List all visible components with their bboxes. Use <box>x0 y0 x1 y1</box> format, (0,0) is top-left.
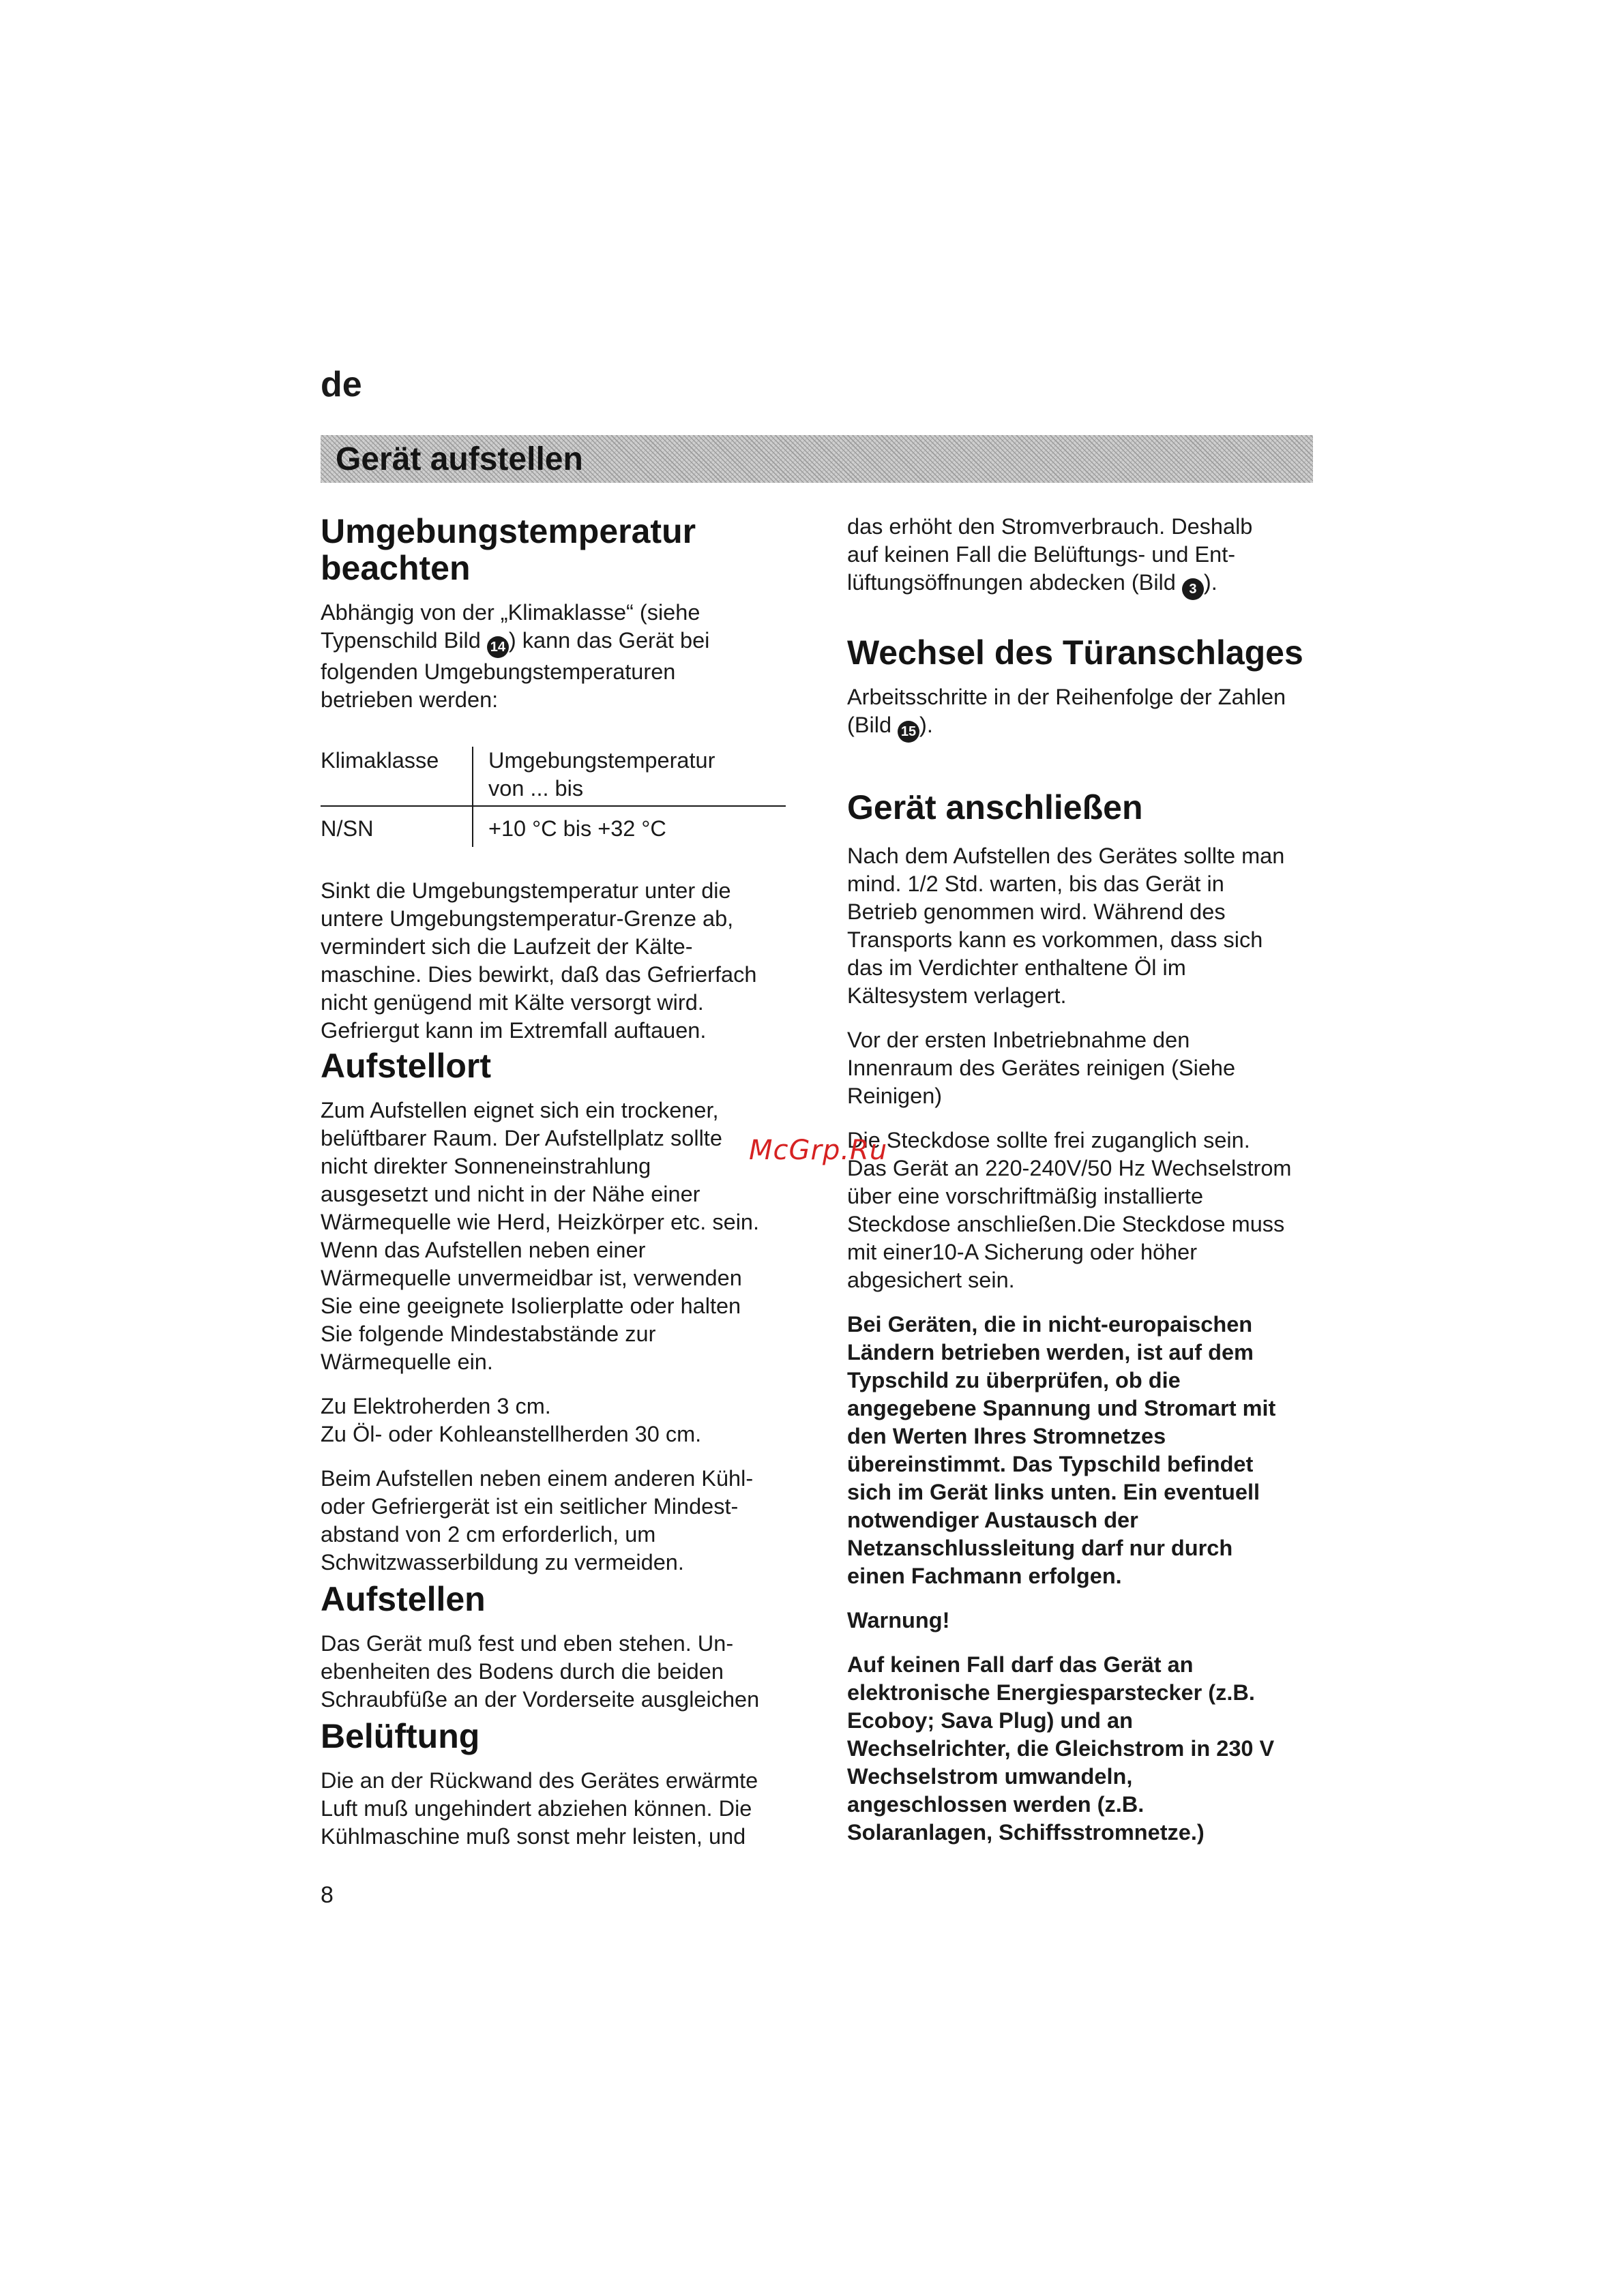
heading-tueranschlag: Wechsel des Türanschlages <box>847 633 1303 672</box>
paragraph-aufstellort: Zum Aufstellen eignet sich ein trockener, belüftbarer Raum. Der Aufstellplatz sollte nicht direkter Sonneneinstrahlung ausgesetzt und nicht in der Nähe einer Wärmequelle wie Herd, Heizkörper etc. sein. Wenn das Aufstellen neben einer Wärmequelle unvermeidbar ist, verwenden Sie eine geeignete Isolierplatte oder halten Sie folgende Mindestabstände zur Wärmequelle ein. <box>321 1098 760 1374</box>
table-cell: N/SN <box>321 816 374 841</box>
paragraph-umgebung-sinkt: Sinkt die Umgebungstemperatur unter die untere Umgebungstemperatur-Grenze ab, vermindert sich die Laufzeit der Kälte- maschine. Dies bewirkt, daß das Gefrierfach nicht genügend mit Kälte versorgt wird. Gefriergut kann im Extremfall auftauen. <box>321 878 757 1043</box>
heading-belueftung: Belüftung <box>321 1717 480 1755</box>
section-title: Gerät aufstellen <box>336 441 583 477</box>
paragraph-klimaklasse: Abhängig von der „Klimaklasse“ (siehe Typenschild Bild 14 ) kann das Gerät bei folgenden Umgebungstemperaturen betrieben werden: <box>321 600 710 712</box>
watermark: McGrp.Ru <box>749 1135 888 1166</box>
figure-number-badge: 3 <box>1182 578 1204 600</box>
paragraph-belueftung: Die an der Rückwand des Gerätes erwärmte Luft muß ungehindert abziehen können. Die Kühlmaschine muß sonst mehr leisten, und <box>321 1768 758 1849</box>
section-banner <box>321 435 1313 483</box>
page-number: 8 <box>321 1882 334 1908</box>
heading-aufstellen: Aufstellen <box>321 1580 486 1618</box>
heading-umgebungstemperatur: Umgebungstemperatur beachten <box>321 512 696 587</box>
table-row <box>321 806 786 847</box>
figure-number-badge: 14 <box>487 636 509 658</box>
table-header-row <box>321 747 786 806</box>
language-code: de <box>321 365 362 404</box>
table-header-cell: Umgebungstemperatur von ... bis <box>473 747 786 806</box>
paragraph-aufstellen: Das Gerät muß fest und eben stehen. Un- ebenheiten des Bodens durch die beiden Schraubfüße an der Vorderseite ausgleichen <box>321 1631 760 1712</box>
paragraph-tueranschlag: Arbeitsschritte in der Reihenfolge der Zahlen (Bild 15 ). <box>847 683 1325 743</box>
paragraph-mindestabstaende: Zu Elektroherden 3 cm. Zu Öl- oder Kohleanstellherden 30 cm. <box>321 1394 702 1446</box>
right-column <box>847 513 1325 1847</box>
table-header-cell: Klimaklasse <box>321 747 473 806</box>
heading-aufstellort: Aufstellort <box>321 1047 491 1085</box>
paragraph-belueftung-cont: das erhöht den Stromverbrauch. Deshalb auf keinen Fall die Belüftungs- und Ent- lüftungsöffnungen abdecken (Bild 3 ). <box>847 513 1325 600</box>
climate-class-table <box>321 747 786 847</box>
paragraph-inbetriebnahme: Vor der ersten Inbetriebnahme den Innenraum des Gerätes reinigen (Siehe Reinigen) <box>847 1028 1236 1108</box>
paragraph-typschild-warning: Bei Geräten, die in nicht-europaischen Ländern betrieben werden, ist auf dem Typschild zu überprüfen, ob die angegebene Spannung und Stromart mit den Werten Ihres Stromnetzes übereinstimmt. Das Typschild befindet sich im Gerät links unten. Ein eventuell notwendiger Austausch der Netzanschlussleitung darf nur durch einen Fachmann erfolgen. <box>847 1312 1276 1588</box>
table-cell: +10 °C bis +32 °C <box>473 806 786 847</box>
paragraph-kuehlgeraet-abstand: Beim Aufstellen neben einem anderen Kühl- oder Gefriergerät ist ein seitlicher Mindest- abstand von 2 cm erforderlich, um Schwitzwasserbildung zu vermeiden. <box>321 1466 754 1575</box>
heading-anschliessen: Gerät anschließen <box>847 788 1143 826</box>
paragraph-energiesparstecker: Auf keinen Fall darf das Gerät an elektronische Energiesparstecker (z.B. Ecoboy; Sava Plug) und an Wechselrichter, die Gleichstrom in 230 V Wechselstrom umwandeln, angeschlossen werden (z.B. Solaranlagen, Schiffsstromnetze.) <box>847 1652 1275 1845</box>
figure-number-badge: 15 <box>898 721 919 743</box>
paragraph-nach-aufstellen: Nach dem Aufstellen des Gerätes sollte man mind. 1/2 Std. warten, bis das Gerät in Betrieb genommen wird. Während des Transports kann es vorkommen, dass sich das im Verdichter enthaltene Öl im Kältesystem verlagert. <box>847 844 1285 1008</box>
warning-label: Warnung! <box>847 1608 950 1632</box>
left-column <box>321 513 798 1851</box>
paragraph-steckdose: Die Steckdose sollte frei zuganglich sein. Das Gerät an 220-240V/50 Hz Wechselstrom über eine vorschriftmäßig installierte Steckdose anschließen.Die Steckdose muss mit einer10-A Sicherung oder höher abgesichert sein. <box>847 1128 1292 1292</box>
